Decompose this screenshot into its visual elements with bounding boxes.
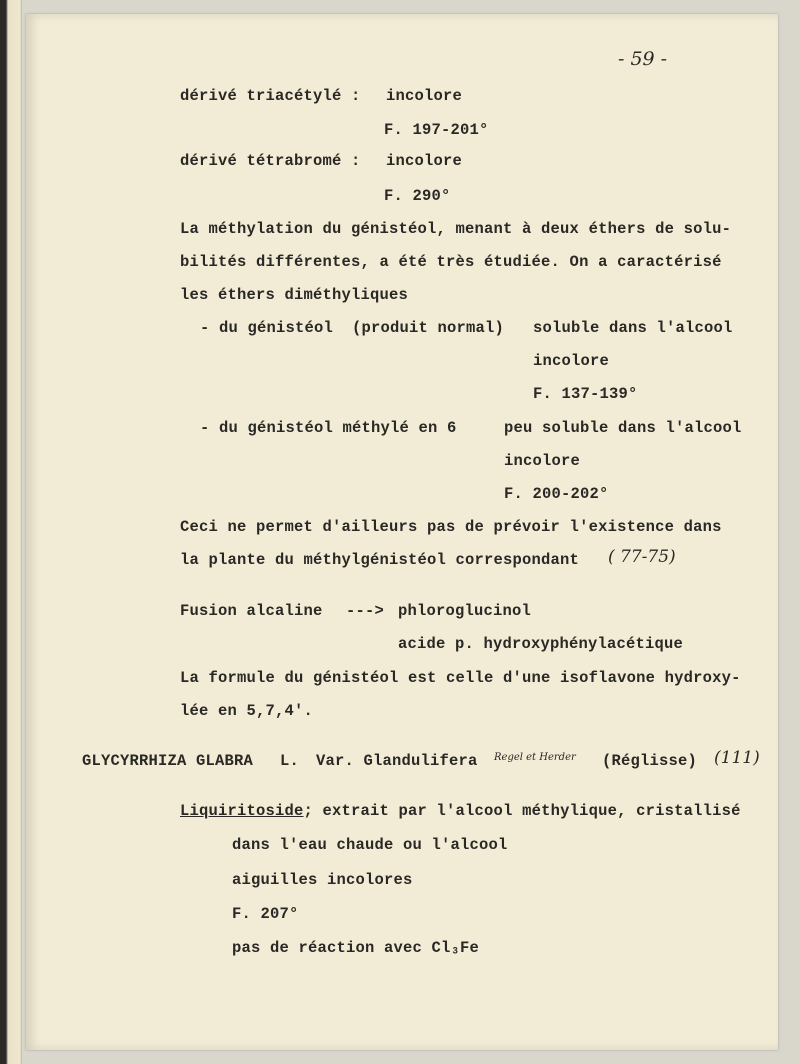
paragraph-methylation-1: La méthylation du génistéol, menant à deux éthers de solu- — [180, 220, 732, 238]
alkaline-fusion-label: Fusion alcaline — [180, 602, 323, 620]
tetrabromo-mp: F. 290° — [384, 187, 451, 205]
liquiritoside-mp: F. 207° — [232, 905, 299, 923]
ether-2-solubility: peu soluble dans l'alcool — [504, 419, 742, 437]
ether-2-color: incolore — [504, 452, 581, 470]
reference-77-75: ( 77-75) — [608, 547, 676, 567]
ether-1-mp: F. 137-139° — [533, 385, 638, 403]
species-variety: Var. Glandulifera — [316, 752, 478, 770]
paragraph-methylation-2: bilités différentes, a été très étudiée. On a caractérisé — [180, 253, 722, 271]
paragraph-methylation-3: les éthers diméthyliques — [180, 286, 409, 304]
alkaline-fusion-product-1: phloroglucinol — [398, 602, 532, 620]
ether-1-color: incolore — [533, 352, 610, 370]
page-number: - 59 - — [618, 48, 668, 70]
ether-1-name: - du génistéol (produit normal) — [200, 319, 505, 337]
liquiritoside-reaction: pas de réaction avec Cl₃Fe — [232, 939, 480, 957]
triacetyl-mp: F. 197-201° — [384, 121, 489, 139]
triacetyl-label: dérivé triacétylé : — [180, 87, 361, 105]
liquiritoside-line — [180, 801, 741, 821]
common-name: (Réglisse) — [602, 752, 698, 770]
paragraph-formula-2: lée en 5,7,4'. — [180, 702, 314, 720]
tetrabromo-label: dérivé tétrabromé : — [180, 152, 361, 170]
tetrabromo-value: incolore — [386, 152, 463, 170]
variety-author-handwritten: Regel et Herder — [494, 752, 576, 763]
reference-111: (111) — [714, 748, 760, 768]
book-binding — [0, 0, 22, 1064]
document-page — [26, 14, 778, 1050]
triacetyl-value: incolore — [386, 87, 463, 105]
alkaline-fusion-product-2: acide p. hydroxyphénylacétique — [398, 635, 684, 653]
ether-2-mp: F. 200-202° — [504, 485, 609, 503]
liquiritoside-term: Liquiritoside — [180, 802, 304, 820]
ether-1-solubility: soluble dans l'alcool — [533, 319, 733, 337]
paragraph-formula-1: La formule du génistéol est celle d'une isoflavone hydroxy- — [180, 669, 741, 687]
alkaline-fusion-arrow: ---> — [346, 602, 385, 620]
ether-2-name: - du génistéol méthylé en 6 — [200, 419, 457, 437]
species-name: GLYCYRRHIZA GLABRA — [82, 752, 254, 770]
liquiritoside-description: ; extrait par l'alcool méthylique, cristallisé — [303, 802, 741, 820]
paragraph-ceci-1: Ceci ne permet d'ailleurs pas de prévoir l'existence dans — [180, 518, 722, 536]
species-author: L. — [280, 752, 300, 770]
liquiritoside-appearance: aiguilles incolores — [232, 871, 413, 889]
liquiritoside-solvent: dans l'eau chaude ou l'alcool — [232, 836, 508, 854]
paragraph-ceci-2: la plante du méthylgénistéol correspondant — [180, 551, 580, 569]
